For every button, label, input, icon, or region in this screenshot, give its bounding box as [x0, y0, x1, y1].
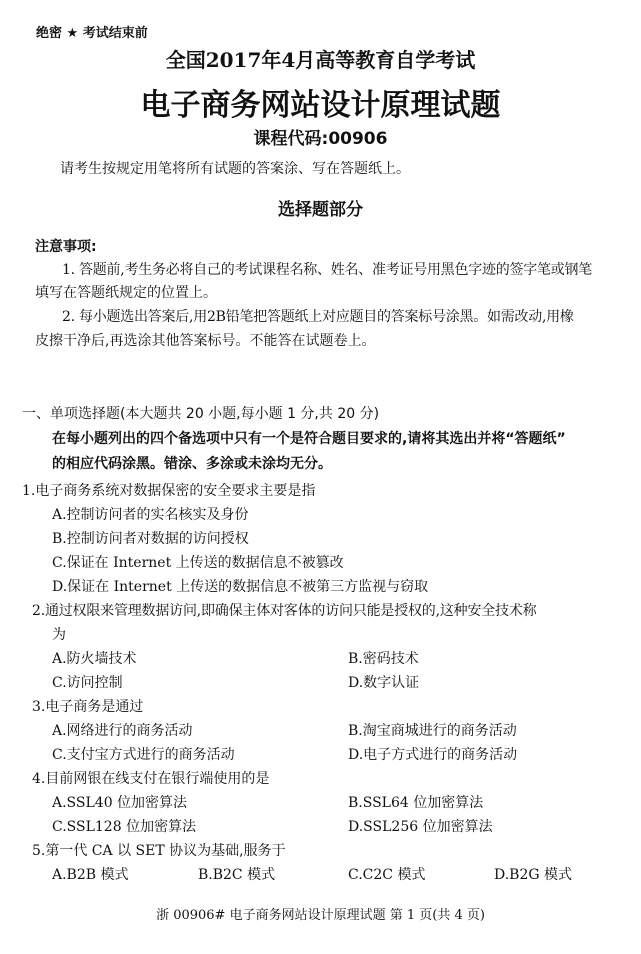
notes-label: 注意事项:: [35, 239, 97, 255]
question-4-option-b: B.SSL64 位加密算法: [348, 795, 484, 811]
instruction-text: 请考生按规定用笔将所有试题的答案涂、写在答题纸上。: [60, 161, 410, 177]
question-1-option-d: D.保证在 Internet 上传送的数据信息不被第三方监视与窃取: [52, 579, 429, 595]
course-code: 课程代码:00906: [253, 129, 388, 149]
question-4-option-c: C.SSL128 位加密算法: [52, 819, 197, 835]
question-4-option-a: A.SSL40 位加密算法: [52, 795, 188, 811]
question-3-stem: 3.电子商务是通过: [32, 699, 144, 715]
question-2-stem-line-2: 为: [52, 627, 66, 643]
question-1-stem: 1.电子商务系统对数据保密的安全要求主要是指: [22, 483, 316, 499]
note-item-2-line-1: 2. 每小题选出答案后,用2B铅笔把答题纸上对应题目的答案标号涂黑。如需改动,用橡: [62, 309, 574, 325]
question-4-stem: 4.目前网银在线支付在银行端使用的是: [32, 771, 270, 787]
part1-desc-line-1: 在每小题列出的四个备选项中只有一个是符合题目要求的,请将其选出并将“答题纸”: [52, 431, 566, 447]
question-3-option-c: C.支付宝方式进行的商务活动: [52, 747, 235, 763]
question-5-stem: 5.第一代 CA 以 SET 协议为基础,服务于: [32, 843, 286, 859]
question-1-option-a: A.控制访问者的实名核实及身份: [52, 507, 249, 523]
page-footer: 浙 00906# 电子商务网站设计原理试题 第 1 页(共 4 页): [156, 908, 485, 923]
note-item-2-line-2: 皮擦干净后,再选涂其他答案标号。不能答在试题卷上。: [35, 333, 376, 349]
question-3-option-b: B.淘宝商城进行的商务活动: [348, 723, 517, 739]
question-2-option-d: D.数字认证: [348, 675, 420, 691]
question-5-option-a: A.B2B 模式: [52, 867, 129, 883]
question-5-option-d: D.B2G 模式: [494, 867, 573, 883]
part1-heading: 一、单项选择题(本大题共 20 小题,每小题 1 分,共 20 分): [22, 406, 380, 422]
section-title: 选择题部分: [278, 200, 363, 220]
paper-title: 电子商务网站设计原理试题: [140, 88, 501, 123]
question-2-option-c: C.访问控制: [52, 675, 123, 691]
question-2-stem-line-1: 2.通过权限来管理数据访问,即确保主体对客体的访问只能是授权的,这种安全技术称: [32, 603, 537, 619]
question-1-option-c: C.保证在 Internet 上传送的数据信息不被篡改: [52, 555, 344, 571]
note-item-1-line-2: 填写在答题纸规定的位置上。: [35, 285, 217, 301]
question-1-option-b: B.控制访问者对数据的访问授权: [52, 531, 249, 547]
question-2-option-b: B.密码技术: [348, 651, 419, 667]
question-4-option-d: D.SSL256 位加密算法: [348, 819, 493, 835]
question-2-option-a: A.防火墙技术: [52, 651, 137, 667]
question-3-option-a: A.网络进行的商务活动: [52, 723, 193, 739]
question-5-option-b: B.B2C 模式: [198, 867, 276, 883]
secret-mark: 绝密 ★ 考试结束前: [36, 26, 148, 41]
question-3-option-d: D.电子方式进行的商务活动: [348, 747, 518, 763]
exam-title: 全国2017年4月高等教育自学考试: [165, 48, 476, 72]
part1-desc-line-2: 的相应代码涂黑。错涂、多涂或未涂均无分。: [52, 456, 332, 472]
note-item-1-line-1: 1. 答题前,考生务必将自己的考试课程名称、姓名、准考证号用黑色字迹的签字笔或钢笔: [62, 262, 593, 278]
question-5-option-c: C.C2C 模式: [348, 867, 426, 883]
